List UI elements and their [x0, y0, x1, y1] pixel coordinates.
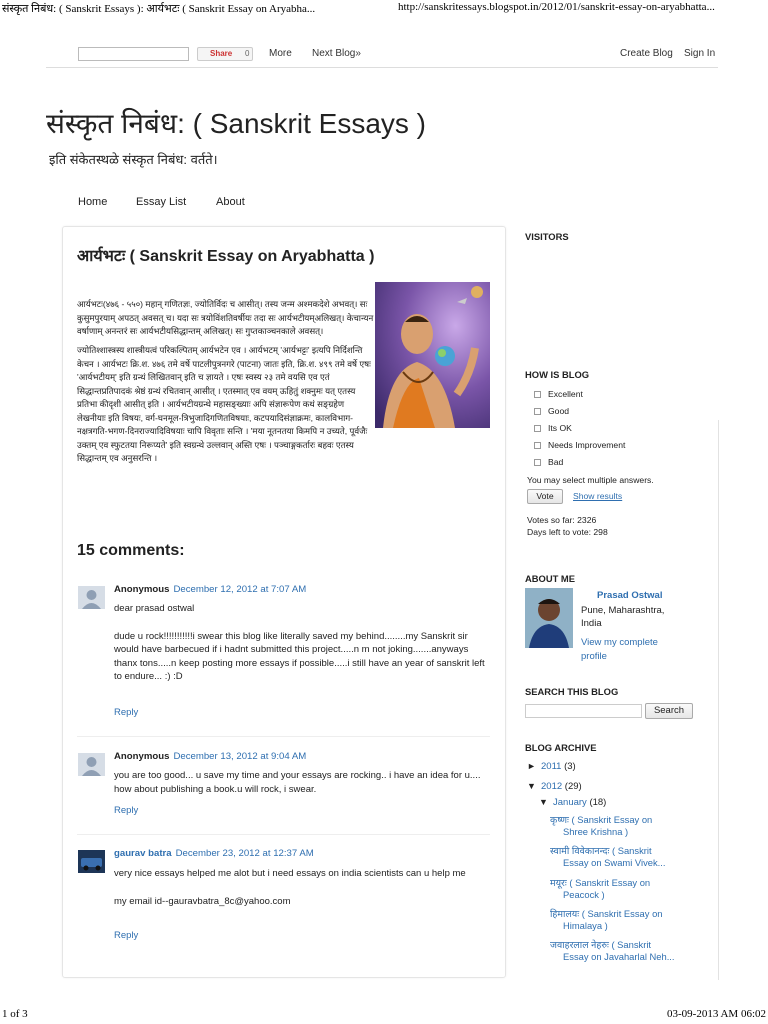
- checkbox[interactable]: [534, 391, 541, 398]
- comment-author[interactable]: Anonymous: [114, 751, 170, 762]
- next-blog-link[interactable]: Next Blog»: [312, 48, 361, 59]
- archive-post-title: Himalaya ): [563, 920, 608, 932]
- comment-text: dude u rock!!!!!!!!!!!i swear this blog like literally saved my behind........my Sanskrit sir would have barbecued if i hadnt submitted this project.....n m not joking.......anyways thanx tons.....n keep posting more essays if possible.....i still have an year of sanskrit left to endure... :) :D: [114, 630, 485, 683]
- comment-text: my email id--gauravbatra_8c@yahoo.com: [114, 895, 291, 907]
- comment-text: you are too good... u save my time and your essays are rocking.. i have an idea for u.... how about publishing a book.u will rock, i swear.: [114, 770, 481, 795]
- vote-button[interactable]: Vote: [527, 489, 563, 504]
- poll-option-label: Good: [548, 406, 570, 416]
- archive-post-title: मयूरः ( Sanskrit Essay on: [550, 877, 651, 888]
- share-count: 0: [245, 49, 250, 58]
- poll-option-bad[interactable]: [534, 457, 563, 467]
- archive-post-link[interactable]: [550, 908, 700, 932]
- comment-author[interactable]: Anonymous: [114, 584, 170, 595]
- view-profile-link[interactable]: View my complete: [581, 637, 658, 648]
- show-results-link[interactable]: Show results: [573, 491, 623, 501]
- poll-option-label: Excellent: [548, 389, 583, 399]
- archive-post-link[interactable]: [550, 845, 700, 869]
- search-button[interactable]: Search: [645, 703, 693, 719]
- comments-heading: 15 comments:: [77, 542, 185, 559]
- comment-date-link[interactable]: December 12, 2012 at 7:07 AM: [173, 584, 307, 595]
- comment-meta: [114, 584, 306, 595]
- checkbox[interactable]: [534, 425, 541, 432]
- share-label: Share: [210, 49, 233, 58]
- profile-photo[interactable]: [525, 588, 573, 648]
- print-page-title: संस्कृत निबंध: ( Sanskrit Essays ): आर्यभटः ( Sanskrit Essay on Aryabha...: [2, 3, 316, 15]
- archive-heading: BLOG ARCHIVE: [525, 742, 597, 753]
- comment-body: [114, 602, 490, 684]
- print-page-number: 1 of 3: [2, 1008, 28, 1020]
- blogger-navbar: [46, 40, 718, 68]
- blog-title[interactable]: संस्कृत निबंध: ( Sanskrit Essays ): [46, 108, 427, 139]
- checkbox[interactable]: [534, 408, 541, 415]
- archive-year-count: (29): [564, 781, 582, 792]
- blog-search-input[interactable]: [525, 704, 642, 718]
- archive-post-title: हिमालयः ( Sanskrit Essay on: [550, 908, 663, 919]
- archive-year-count: (3): [564, 761, 576, 772]
- comment-date-link[interactable]: December 23, 2012 at 12:37 AM: [175, 848, 314, 859]
- poll-option-label: Its OK: [548, 423, 572, 433]
- reply-link[interactable]: Reply: [114, 805, 139, 816]
- archive-year-label[interactable]: 2012: [541, 781, 563, 792]
- archive-post-link[interactable]: [550, 939, 700, 963]
- archive-post-title: कृष्णः ( Sanskrit Essay on: [550, 814, 653, 825]
- post-paragraph-2-text: ज्योतिश्शास्त्रस्य शास्त्रीयत्वं परिकल्पितम् आर्यभटेन एव । आर्यभटम् 'आर्यभट्टः' इत्यपि निर्दिशन्ति केचन । आर्यभटः क्रि.श. ४७६ तमे वर्षे पाटलीपुत्रनगरे (पाटना) जातः इति, क्रि.श. ४९९ तमे वर्षे एषः 'आर्यभटीयम्' इति ग्रन्थं लिखितवान् इति च ज्ञायते । एषः स्वस्य २३ तमे वयसि एव एतं सिद्धान्तप्रतिपादकं श्रेष्ठं ग्रन्थं रचितवान् आसीत् । एतस्मात् एव वयम् ऊहितुं शक्नुमः यत् एतस्य प्रतिभा कीदृशी आसीत् इति । आर्यभटीयग्रन्थे महासङ्ख्याः अपि संज्ञारूपेण कथं सङ्ग्रहेण लेखनीयाः इति विषयः, वर्ग-घनमूल-त्रिभुजादिगणितविषयाः, कटपयादिसंज्ञाक्रमः, कालविभाग-नक्षत्रगति-भगण-दिनराज्यादिविषयाः चापि विवृताः सन्ति । 'मया नूतनतया किमपि न उच्यते, पूर्वजैः उक्तम् एव स्फुटतया निरूप्यते' इति स्वग्रन्थे उल्लवान् अस्ति एषः । पञ्चाङ्गकर्तारः बहवः एतस्य सिद्धान्तम् एव अनुसरन्ति ।: [77, 345, 371, 463]
- comment-text: dear prasad ostwal: [114, 603, 195, 614]
- more-link[interactable]: More: [269, 48, 292, 59]
- comment-body: [114, 867, 490, 908]
- sidebar-border: [718, 420, 719, 980]
- visitors-heading: VISITORS: [525, 231, 569, 242]
- comment-avatar: [78, 586, 105, 609]
- view-profile-link[interactable]: profile: [581, 651, 607, 662]
- votes-so-far: Votes so far: 2326: [527, 515, 597, 525]
- search-heading: SEARCH THIS BLOG: [525, 686, 619, 697]
- archive-year-2012[interactable]: [527, 781, 582, 792]
- print-header: [0, 0, 768, 16]
- navbar-search-input[interactable]: [78, 47, 189, 61]
- archive-year-label[interactable]: 2011: [541, 761, 562, 772]
- share-button[interactable]: [197, 47, 253, 61]
- comment-body: [114, 769, 490, 796]
- poll-option-label: Needs Improvement: [548, 440, 626, 450]
- comment-meta: [114, 751, 306, 762]
- reply-link[interactable]: Reply: [114, 930, 139, 941]
- checkbox[interactable]: [534, 442, 541, 449]
- archive-month-label[interactable]: January: [553, 797, 587, 808]
- about-heading: ABOUT ME: [525, 573, 575, 584]
- poll-heading: HOW IS BLOG: [525, 369, 590, 380]
- comment-text: very nice essays helped me alot but i need essays on india scientists can u help me: [114, 868, 466, 879]
- archive-post-title: Essay on Javaharlal Neh...: [563, 951, 675, 963]
- sign-in-link[interactable]: Sign In: [684, 48, 716, 59]
- post-paragraph-2: [77, 344, 489, 466]
- post-paragraph-1: [77, 298, 377, 339]
- checkbox[interactable]: [534, 459, 541, 466]
- comment-divider: [77, 834, 490, 835]
- tab-home[interactable]: Home: [78, 196, 108, 208]
- archive-post-title: स्वामी विवेकानन्दः ( Sanskrit: [550, 845, 652, 856]
- poll-option-label: Bad: [548, 457, 564, 467]
- archive-month-count: (18): [589, 797, 607, 808]
- poll-option-its-ok[interactable]: [534, 423, 572, 433]
- archive-post-link[interactable]: [550, 877, 700, 901]
- poll-option-excellent[interactable]: [534, 389, 583, 399]
- post-paragraph-1-text: आर्यभटः(४७६ - ५५०) महान् गणितज्ञः, ज्योतिर्विदः च आसीत्। तस्य जन्म अश्मकदेशे अभवत्। सः कुसुमपुरयाम् अपठत् अवसत् च। यदा सः त्रयोविंशतिवर्षीयः तदा सः आर्यभटीयम्अलिखत्। केचान्यन वर्षाणाम् अनन्तरं सः आर्यभटीयसिद्धान्तम् अलिखत्। सः गुप्तकाञ्चनकाले अवसत्।: [77, 299, 374, 337]
- comment-avatar: [78, 850, 105, 873]
- archive-post-title: Peacock ): [563, 889, 605, 901]
- profile-location: India: [581, 618, 602, 629]
- post-title: आर्यभटः ( Sanskrit Essay on Aryabhatta ): [77, 248, 375, 265]
- archive-post-link[interactable]: [550, 814, 700, 838]
- profile-name-link[interactable]: Prasad Ostwal: [597, 590, 663, 601]
- comment-author[interactable]: gaurav batra: [114, 848, 172, 859]
- tab-essay-list[interactable]: Essay List: [136, 196, 187, 208]
- reply-link[interactable]: Reply: [114, 707, 139, 718]
- collapse-arrow-icon[interactable]: ▼: [539, 797, 548, 807]
- archive-post-title: Shree Krishna ): [563, 826, 629, 838]
- poll-option-needs-improvement[interactable]: [534, 440, 625, 450]
- comment-avatar: [78, 753, 105, 776]
- archive-post-title: Essay on Swami Vivek...: [563, 857, 666, 869]
- blog-description: इति संकेतस्थळे संस्कृत निबंध: वर्तते।: [49, 152, 218, 167]
- print-datetime: 03-09-2013 AM 06:02: [667, 1008, 766, 1020]
- poll-note: You may select multiple answers.: [527, 475, 654, 485]
- archive-year-2011[interactable]: [527, 761, 576, 772]
- print-footer: [0, 1006, 768, 1024]
- profile-location: Pune, Maharashtra,: [581, 605, 665, 616]
- poll-option-good[interactable]: [534, 406, 569, 416]
- archive-month-january[interactable]: [539, 797, 606, 808]
- comment-date-link[interactable]: December 13, 2012 at 9:04 AM: [173, 751, 307, 762]
- comment-divider: [77, 736, 490, 737]
- create-blog-link[interactable]: Create Blog: [620, 48, 673, 59]
- tab-about[interactable]: About: [216, 196, 245, 208]
- comment-meta: [114, 848, 314, 859]
- print-page-url: http://sanskritessays.blogspot.in/2012/01/sanskrit-essay-on-aryabhatta...: [398, 1, 715, 13]
- days-left: Days left to vote: 298: [527, 527, 608, 537]
- expand-arrow-icon[interactable]: ►: [527, 761, 536, 771]
- collapse-arrow-icon[interactable]: ▼: [527, 781, 536, 791]
- archive-post-title: जवाहरलाल नेहरुः ( Sanskrit: [550, 939, 652, 950]
